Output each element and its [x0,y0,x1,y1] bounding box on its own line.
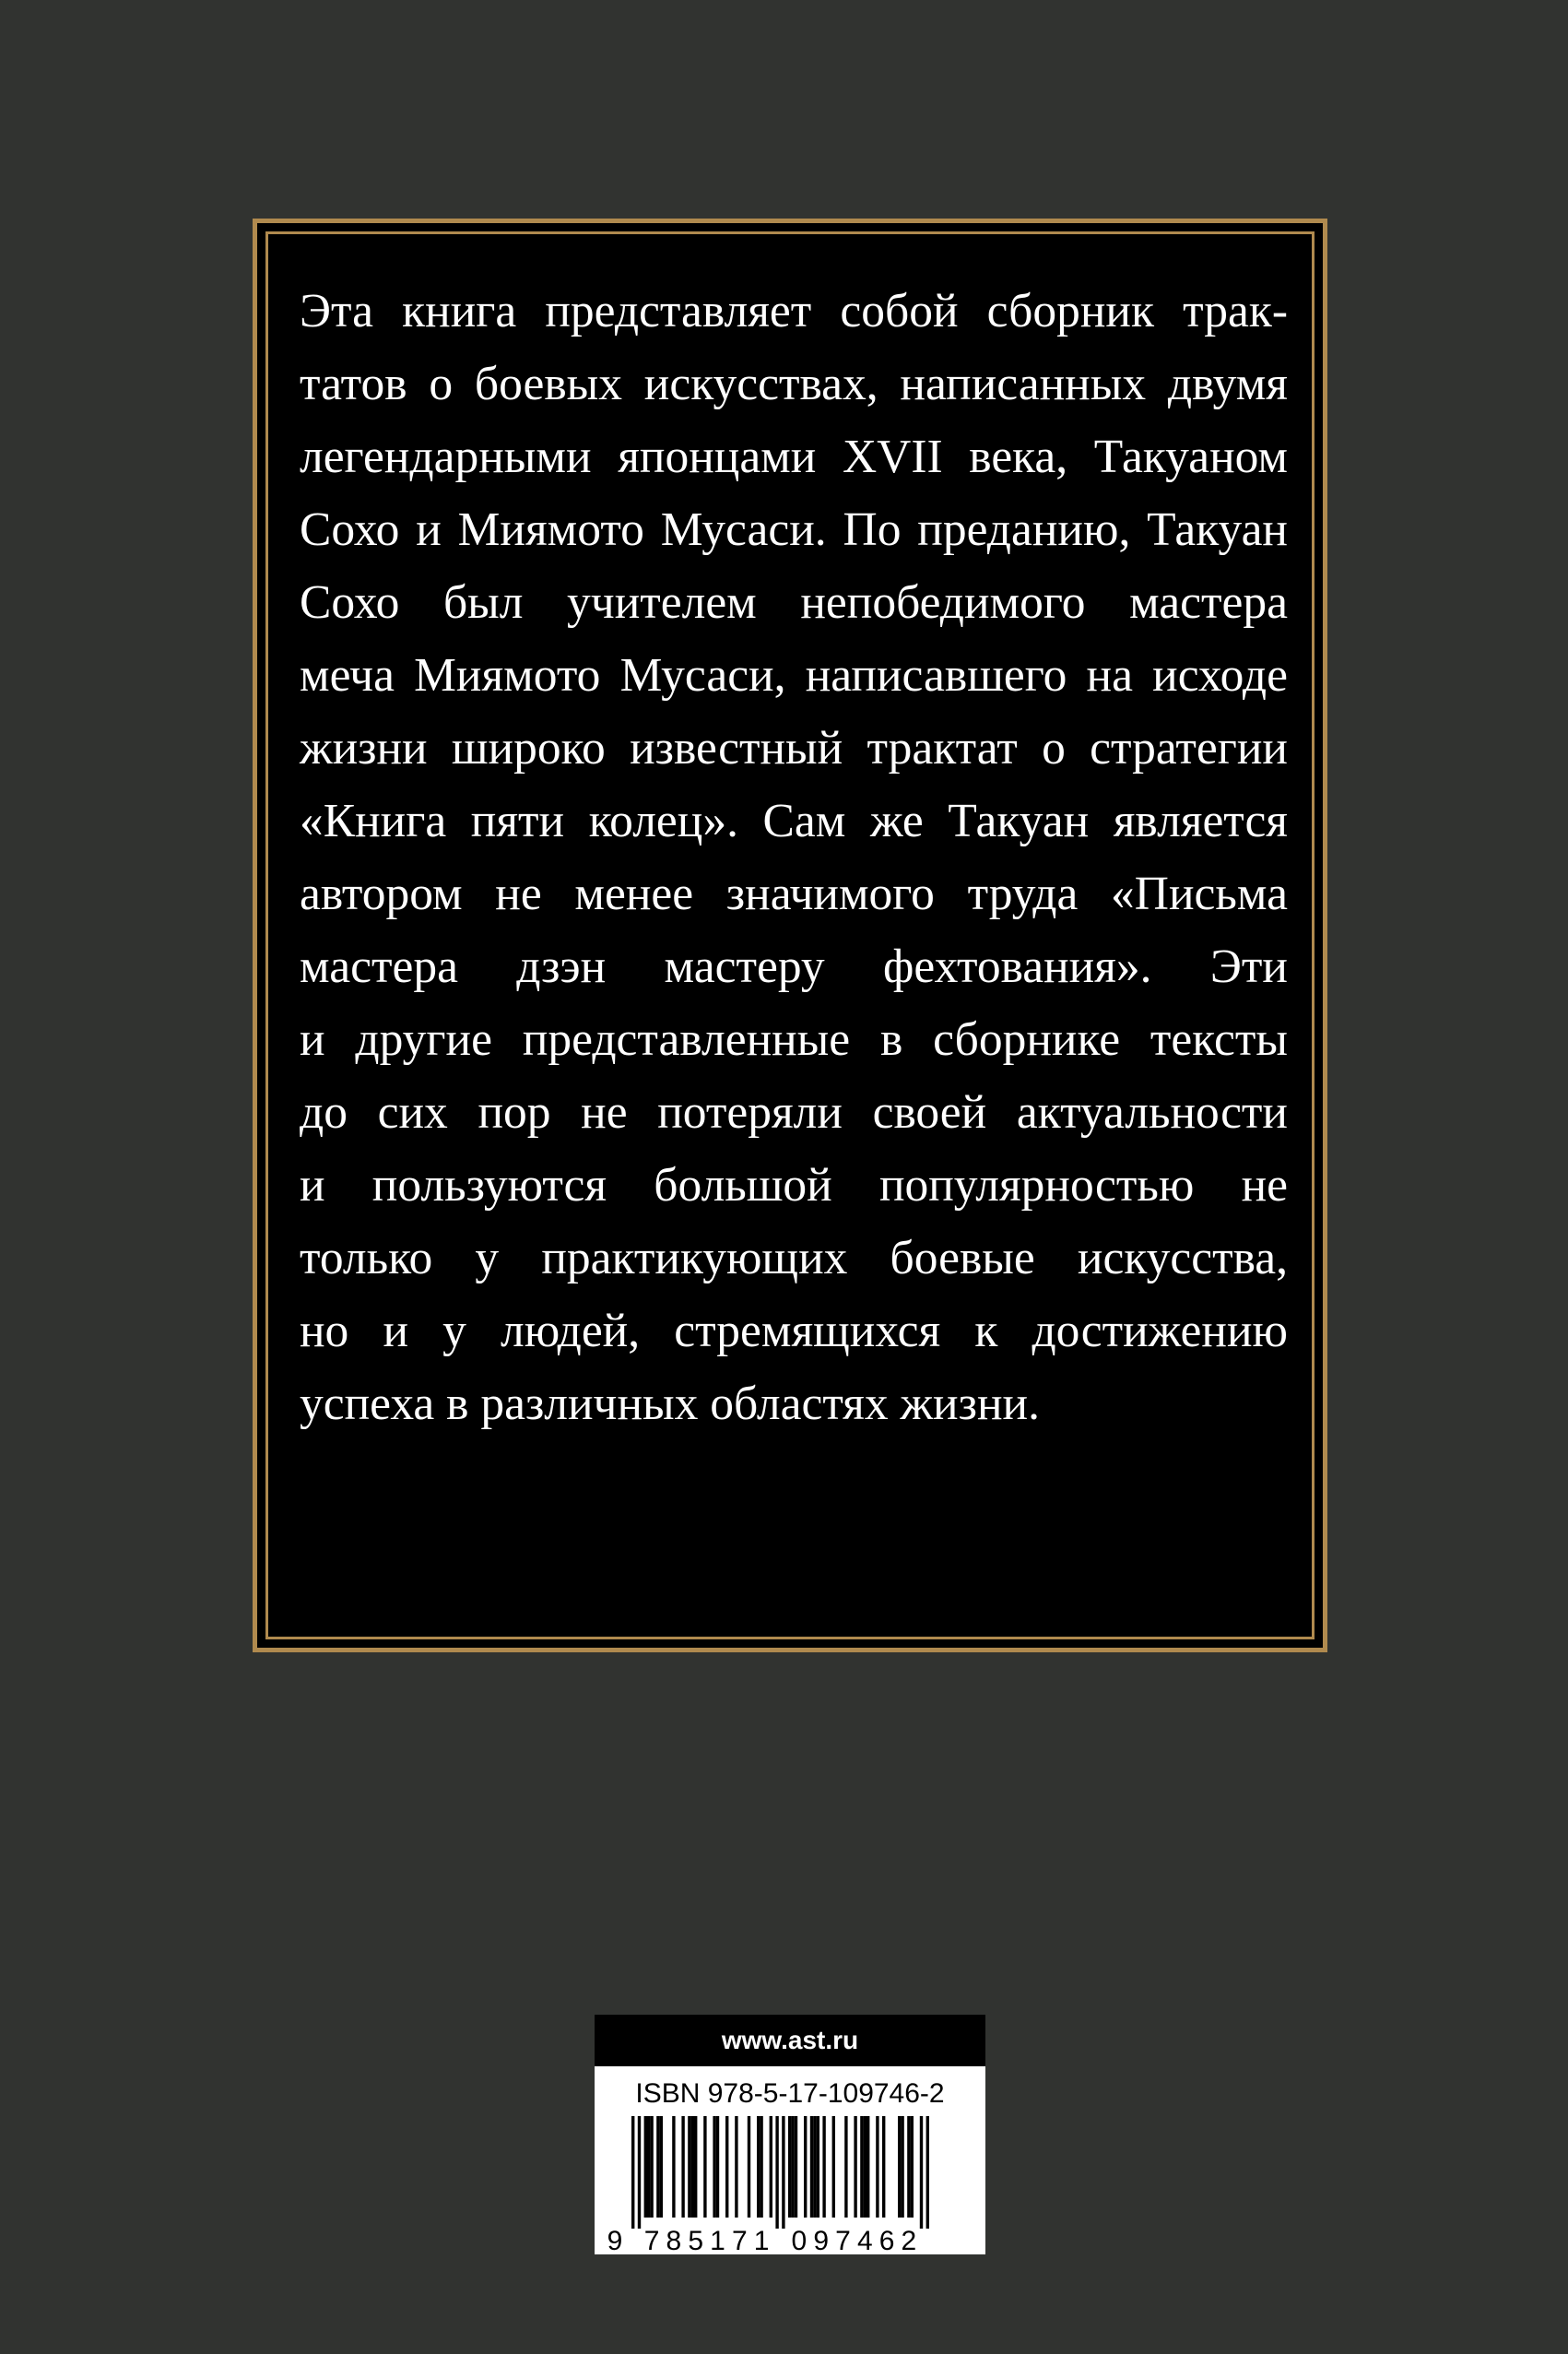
description-line: меча Миямото Мусаси, написавшего на исходе [300,649,1288,702]
barcode-bar [860,2116,863,2218]
barcode-bar [716,2116,719,2218]
description-line: до сих пор не потеряли своей актуальности [300,1086,1288,1139]
description-line: мастера дзэн мастеру фехтования». Эти [300,940,1288,993]
barcode-digit: 0 [791,2226,808,2254]
isbn-label: ISBN 978-5-17-109746-2 [635,2078,945,2109]
barcode-digit: 7 [835,2226,851,2254]
description-line: «Книга пяти колец». Сам же Такуан является [300,795,1288,847]
description-line: Сохо и Миямото Мусаси. По преданию, Такуан [300,503,1288,556]
barcode-bars [631,2116,929,2229]
barcode-bar [691,2116,694,2218]
barcode-digit: 7 [643,2226,660,2254]
barcode-bar [795,2116,797,2218]
barcode-digit: 2 [901,2226,917,2254]
barcode-bar [660,2116,663,2218]
description-line: только у практикующих боевые искусства, [300,1232,1288,1284]
footer-mark [728,2338,839,2354]
barcode-guard-bar [920,2116,923,2229]
barcode-bar [864,2116,867,2218]
barcode-bar [901,2116,903,2218]
barcode-bar [688,2116,690,2218]
barcode-bar [694,2116,697,2218]
barcode-guard-bar [775,2116,778,2229]
barcode-graphic [595,2116,985,2254]
barcode-guard-bar [638,2116,641,2229]
barcode-bar [656,2116,659,2218]
book-description [300,275,1288,1440]
description-line: автором не менее значимого труда «Письма [300,868,1288,920]
barcode-bar [854,2116,856,2218]
barcode-digits [607,2226,917,2254]
description-line: и другие представленные в сборнике тексты [300,1013,1288,1066]
barcode-bar [832,2116,835,2218]
description-line: Сохо был учителем непобедимого мастера [300,576,1288,629]
barcode-digit: 5 [688,2226,704,2254]
barcode-bar [681,2116,684,2218]
barcode-bar [867,2116,869,2218]
barcode-bar [748,2116,750,2218]
description-line: и пользуются большой популярностью не [300,1159,1288,1212]
barcode-bar [876,2116,878,2218]
barcode-bar [813,2116,816,2218]
barcode-bar [735,2116,737,2218]
barcode-digit: 6 [878,2226,895,2254]
barcode-bar [770,2116,772,2218]
barcode-bar [882,2116,885,2218]
description-line: жизни широко известный трактат о стратегии [300,722,1288,775]
description-line: Эта книга представляет собой сборник трак- [300,285,1288,337]
barcode-digit: 4 [856,2226,873,2254]
barcode-bar [911,2116,914,2218]
barcode-digit: 9 [607,2226,623,2254]
barcode-bar [647,2116,650,2218]
barcode-bar [672,2116,675,2218]
barcode-bar [898,2116,901,2218]
barcode-bar [907,2116,910,2218]
publisher-website: www.ast.ru [595,2015,985,2066]
barcode-bar [713,2116,715,2218]
barcode-bar [844,2116,847,2218]
barcode-bar [817,2116,819,2218]
barcode-bar [788,2116,791,2218]
barcode-guard-bar [782,2116,784,2229]
barcode-digit: 1 [710,2226,725,2254]
barcode-bar [644,2116,647,2218]
description-line: легендарными японцами XVII века, Такуаном [300,431,1288,483]
barcode-digit: 1 [753,2226,770,2254]
description-line: но и у людей, стремящихся к достижению [300,1305,1288,1357]
barcode-bar [804,2116,807,2218]
barcode-bar [822,2116,825,2218]
description-line: татов о боевых искусствах, написанных двумя [300,358,1288,410]
barcode-digit: 8 [666,2226,682,2254]
barcode-bar [791,2116,794,2218]
barcode-bar [760,2116,762,2218]
barcode-bar [725,2116,728,2218]
barcode-block [595,2015,985,2254]
barcode-bar [703,2116,706,2218]
barcode-digit: 7 [731,2226,748,2254]
description-line: успеха в различных областях жизни. [300,1378,1040,1430]
barcode-bar [810,2116,813,2218]
barcode-digit: 9 [813,2226,830,2254]
barcode-guard-bar [926,2116,929,2229]
barcode-bar [757,2116,760,2218]
barcode-bar [650,2116,653,2218]
barcode-guard-bar [631,2116,634,2229]
